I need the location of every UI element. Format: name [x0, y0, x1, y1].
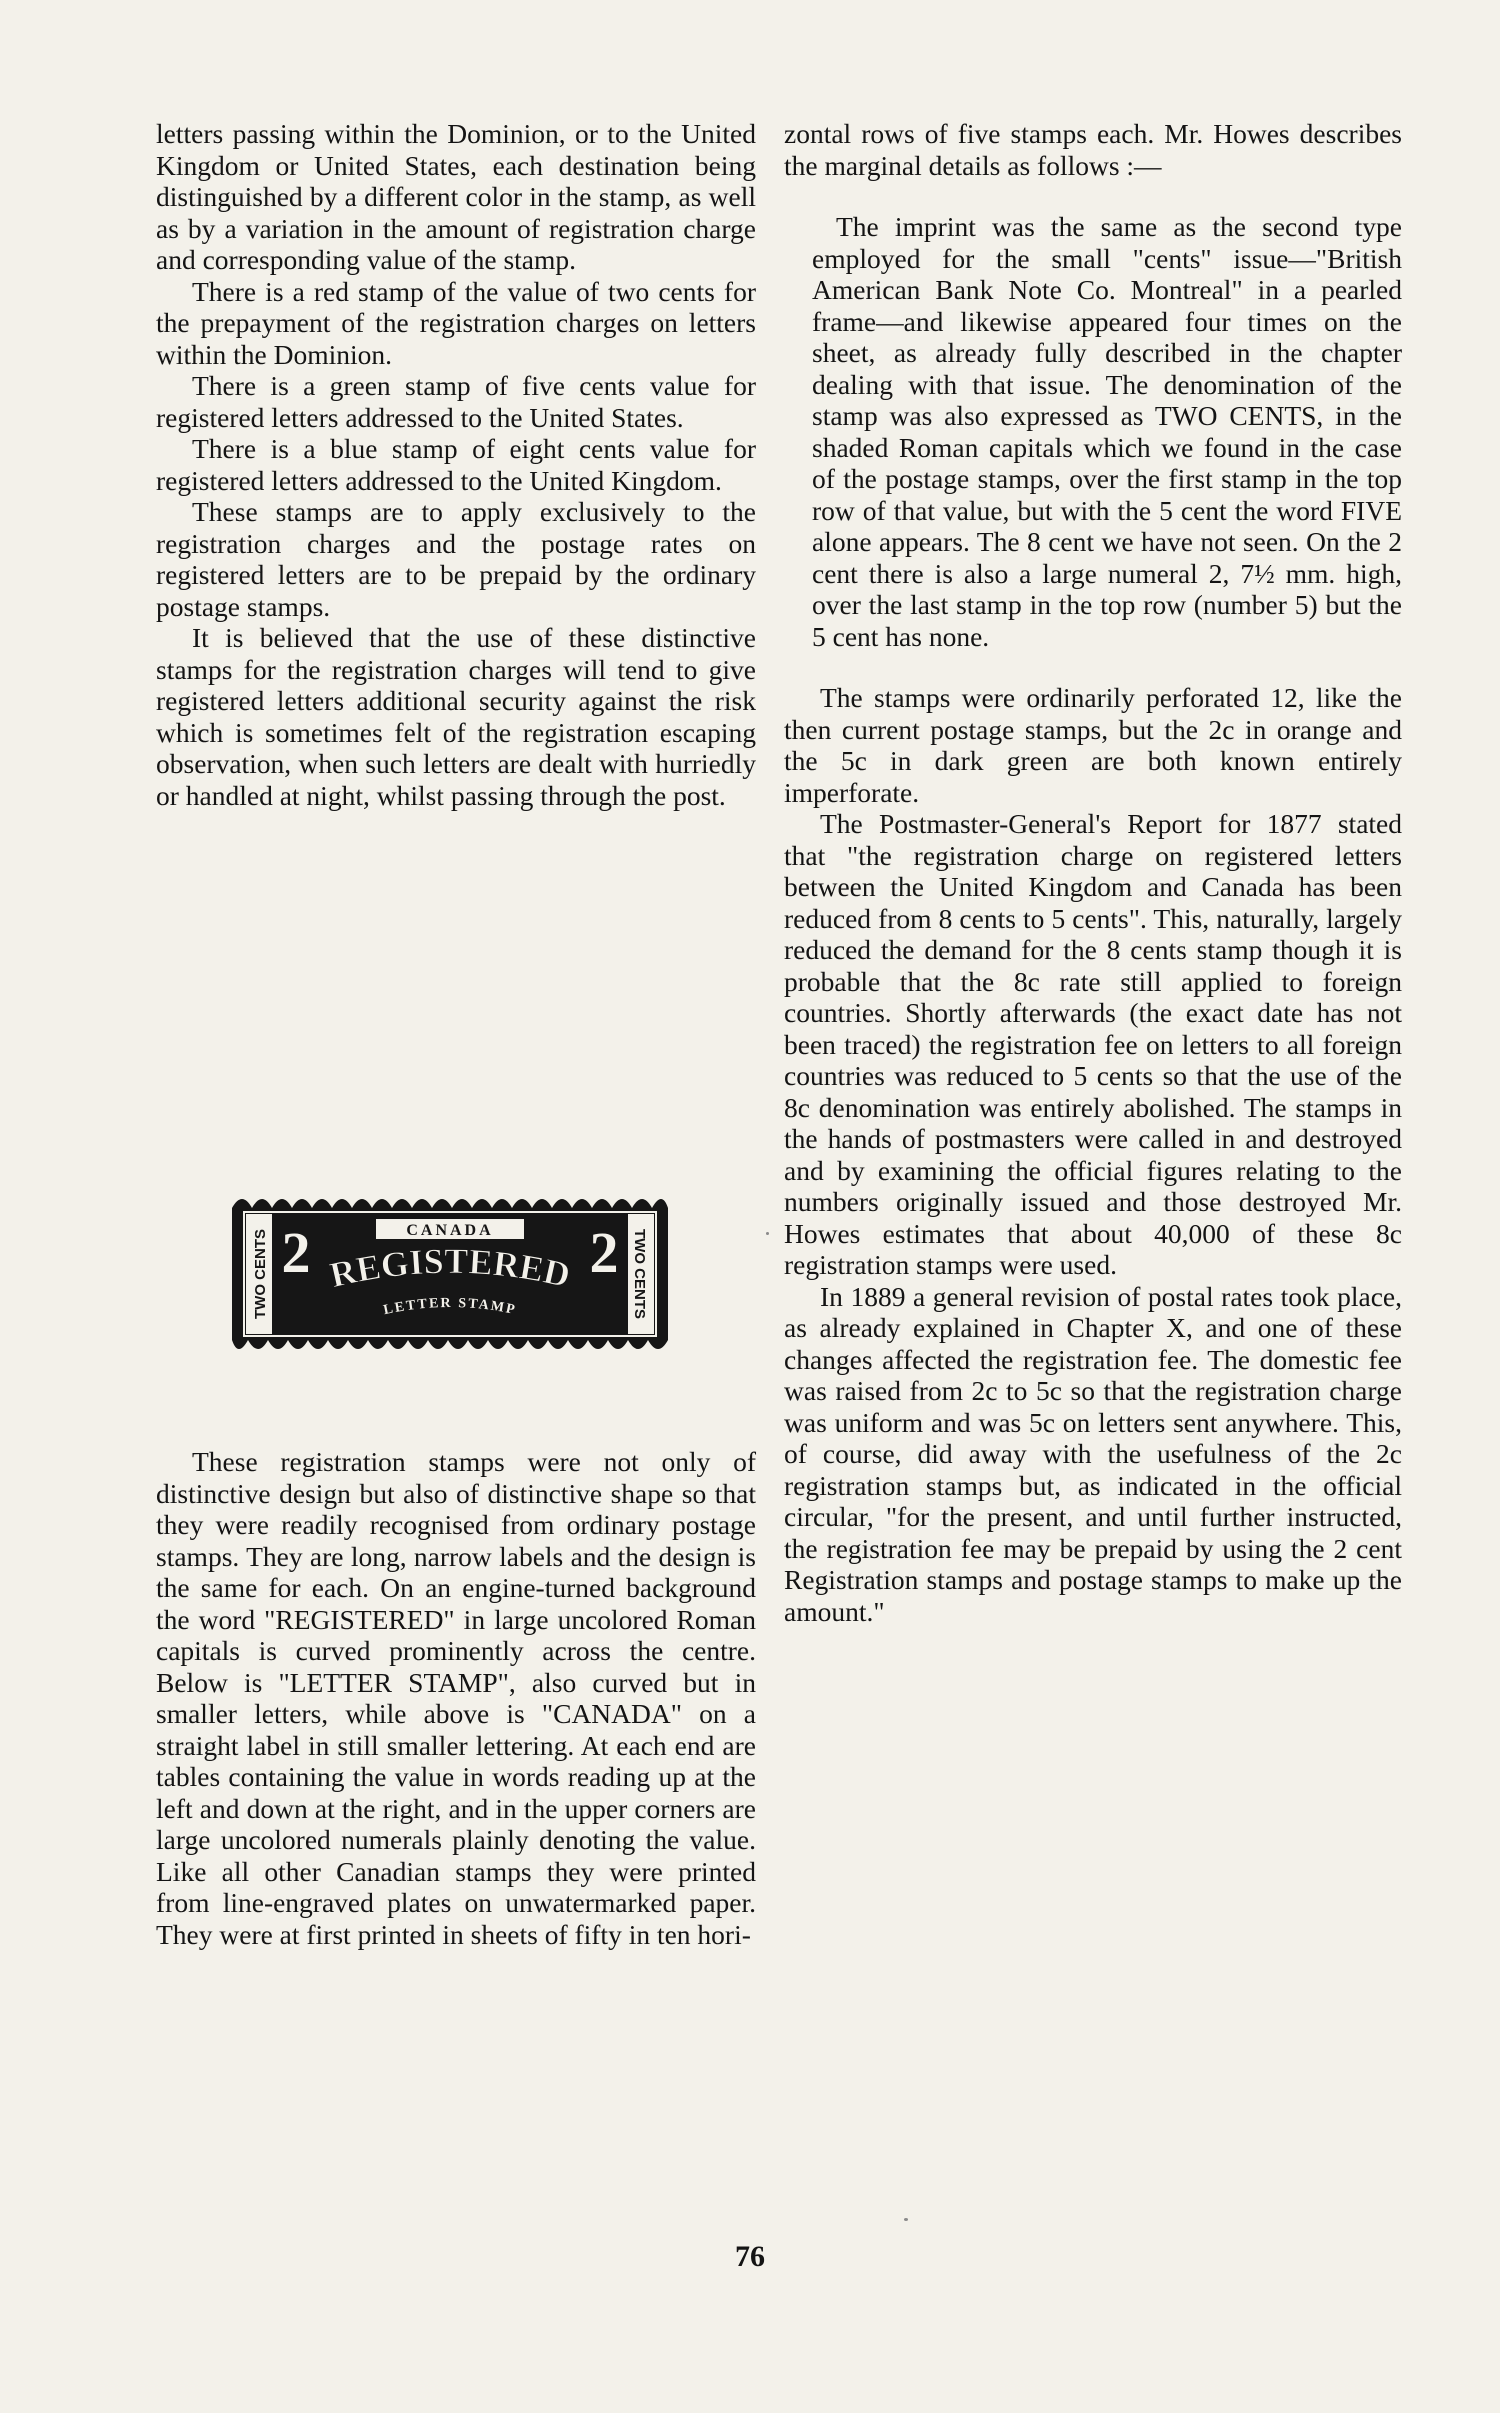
paragraph: There is a green stamp of five cents value for registered letters addressed to the United States. — [156, 370, 756, 433]
paragraph: zontal rows of five stamps each. Mr. Howes describes the marginal details as follows :— — [784, 118, 1402, 181]
paragraph: It is believed that the use of these distinctive stamps for the registration charges will tend to give registered letters additional security against the risk which is sometimes felt of the registration escaping observation, when such letters are dealt with hurriedly or handled at night, whilst passing through the post. — [156, 622, 756, 811]
block-quote: The imprint was the same as the second type employed for the small "cents" issue—"British American Bank Note Co. Montreal" in a pearled frame—and likewise appeared four times on the sheet, as already fully described in the chapter dealing with that issue. The denomination of the stamp was also expressed as TWO CENTS, in the shaded Roman capitals which we found in the case of the postage stamps, over the first stamp in the top row of that value, but with the 5 cent the word FIVE alone appears. The 8 cent we have not seen. On the 2 cent there is also a large numeral 2, 7½ mm. high, over the last stamp in the top row (number 5) but the 5 cent has none. — [812, 211, 1402, 652]
registered-stamp-illustration — [216, 1186, 684, 1362]
paragraph: The Postmaster-General's Report for 1877 stated that "the registration charge on registered letters between the United Kingdom and Canada has been reduced from 8 cents to 5 cents". This, naturally, largely reduced the demand for the 8 cents stamp though it is probable that the 8c rate still applied to foreign countries. Shortly afterwards (the exact date has not been traced) the registration fee on letters to all foreign countries was reduced to 5 cents so that the use of the 8c denomination was entirely abolished. The stamps in the hands of postmasters were called in and destroyed and by examining the official figures relating to the numbers originally issued and those destroyed Mr. Howes estimates that about 40,000 of these 8c registration stamps were used. — [784, 808, 1402, 1280]
value-left-text: TWO CENTS — [252, 1229, 269, 1319]
paragraph: There is a blue stamp of eight cents value for registered letters addressed to the United Kingdom. — [156, 433, 756, 496]
paragraph: In 1889 a general revision of postal rates took place, as already explained in Chapter X, and one of these changes affected the registration fee. The domestic fee was raised from 2c to 5c so that the registration charge was uniform and was 5c on letters sent anywhere. This, of course, did away with the usefulness of the 2c registration stamps but, as indicated in the official circular, "for the present, and until further instructed, the registration fee may be prepaid by using the 2 cent Registration stamps and postage stamps to make up the amount." — [784, 1280, 1402, 1627]
paragraph: These registration stamps were not only of distinctive design but also of distinctive shape so that they were readily recognised from ordinary postage stamps. They are long, narrow labels and the design is the same for each. On an engine-turned background the word "REGISTERED" in large uncolored Roman capitals is curved prominently across the centre. Below is "LETTER STAMP", also curved but in smaller letters, while above is "CANADA" on a straight label in still smaller lettering. At each end are tables containing the value in words reading up at the left and down at the right, and in the upper corners are large uncolored numerals plainly denoting the value. Like all other Canadian stamps they were printed from line-engraved plates on unwatermarked paper. They were at first printed in sheets of fifty in ten hori- — [156, 1446, 756, 1950]
value-right-text: TWO CENTS — [631, 1229, 648, 1319]
right-column — [784, 118, 1402, 1627]
numeral-right: 2 — [589, 1220, 619, 1285]
paragraph: The stamps were ordinarily perforated 12, like the then current postage stamps, but the 2c in orange and the 5c in dark green are both known entirely imperforate. — [784, 682, 1402, 808]
paragraph: letters passing within the Dominion, or to the United Kingdom or United States, each destination being distinguished by a different color in the stamp, as well as by a variation in the amount of registration charge and corresponding value of the stamp. — [156, 118, 756, 275]
stamp-graphic — [216, 1186, 684, 1362]
registered-word-path: REGISTERED — [326, 1240, 574, 1296]
left-column — [156, 118, 756, 811]
paragraph: These stamps are to apply exclusively to the registration charges and the postage rates on registered letters are to be prepaid by the ordinary postage stamps. — [156, 496, 756, 622]
page-number: 76 — [735, 2240, 765, 2273]
numeral-left: 2 — [281, 1220, 311, 1285]
paragraph: There is a red stamp of the value of two cents for the prepayment of the registration charges on letters within the Dominion. — [156, 275, 756, 370]
print-speck — [766, 1232, 769, 1235]
country-label: CANADA — [406, 1222, 494, 1239]
letter-stamp-path: LETTER STAMP — [382, 1295, 518, 1319]
print-speck — [904, 2218, 908, 2221]
left-column-lower — [156, 1446, 756, 1950]
